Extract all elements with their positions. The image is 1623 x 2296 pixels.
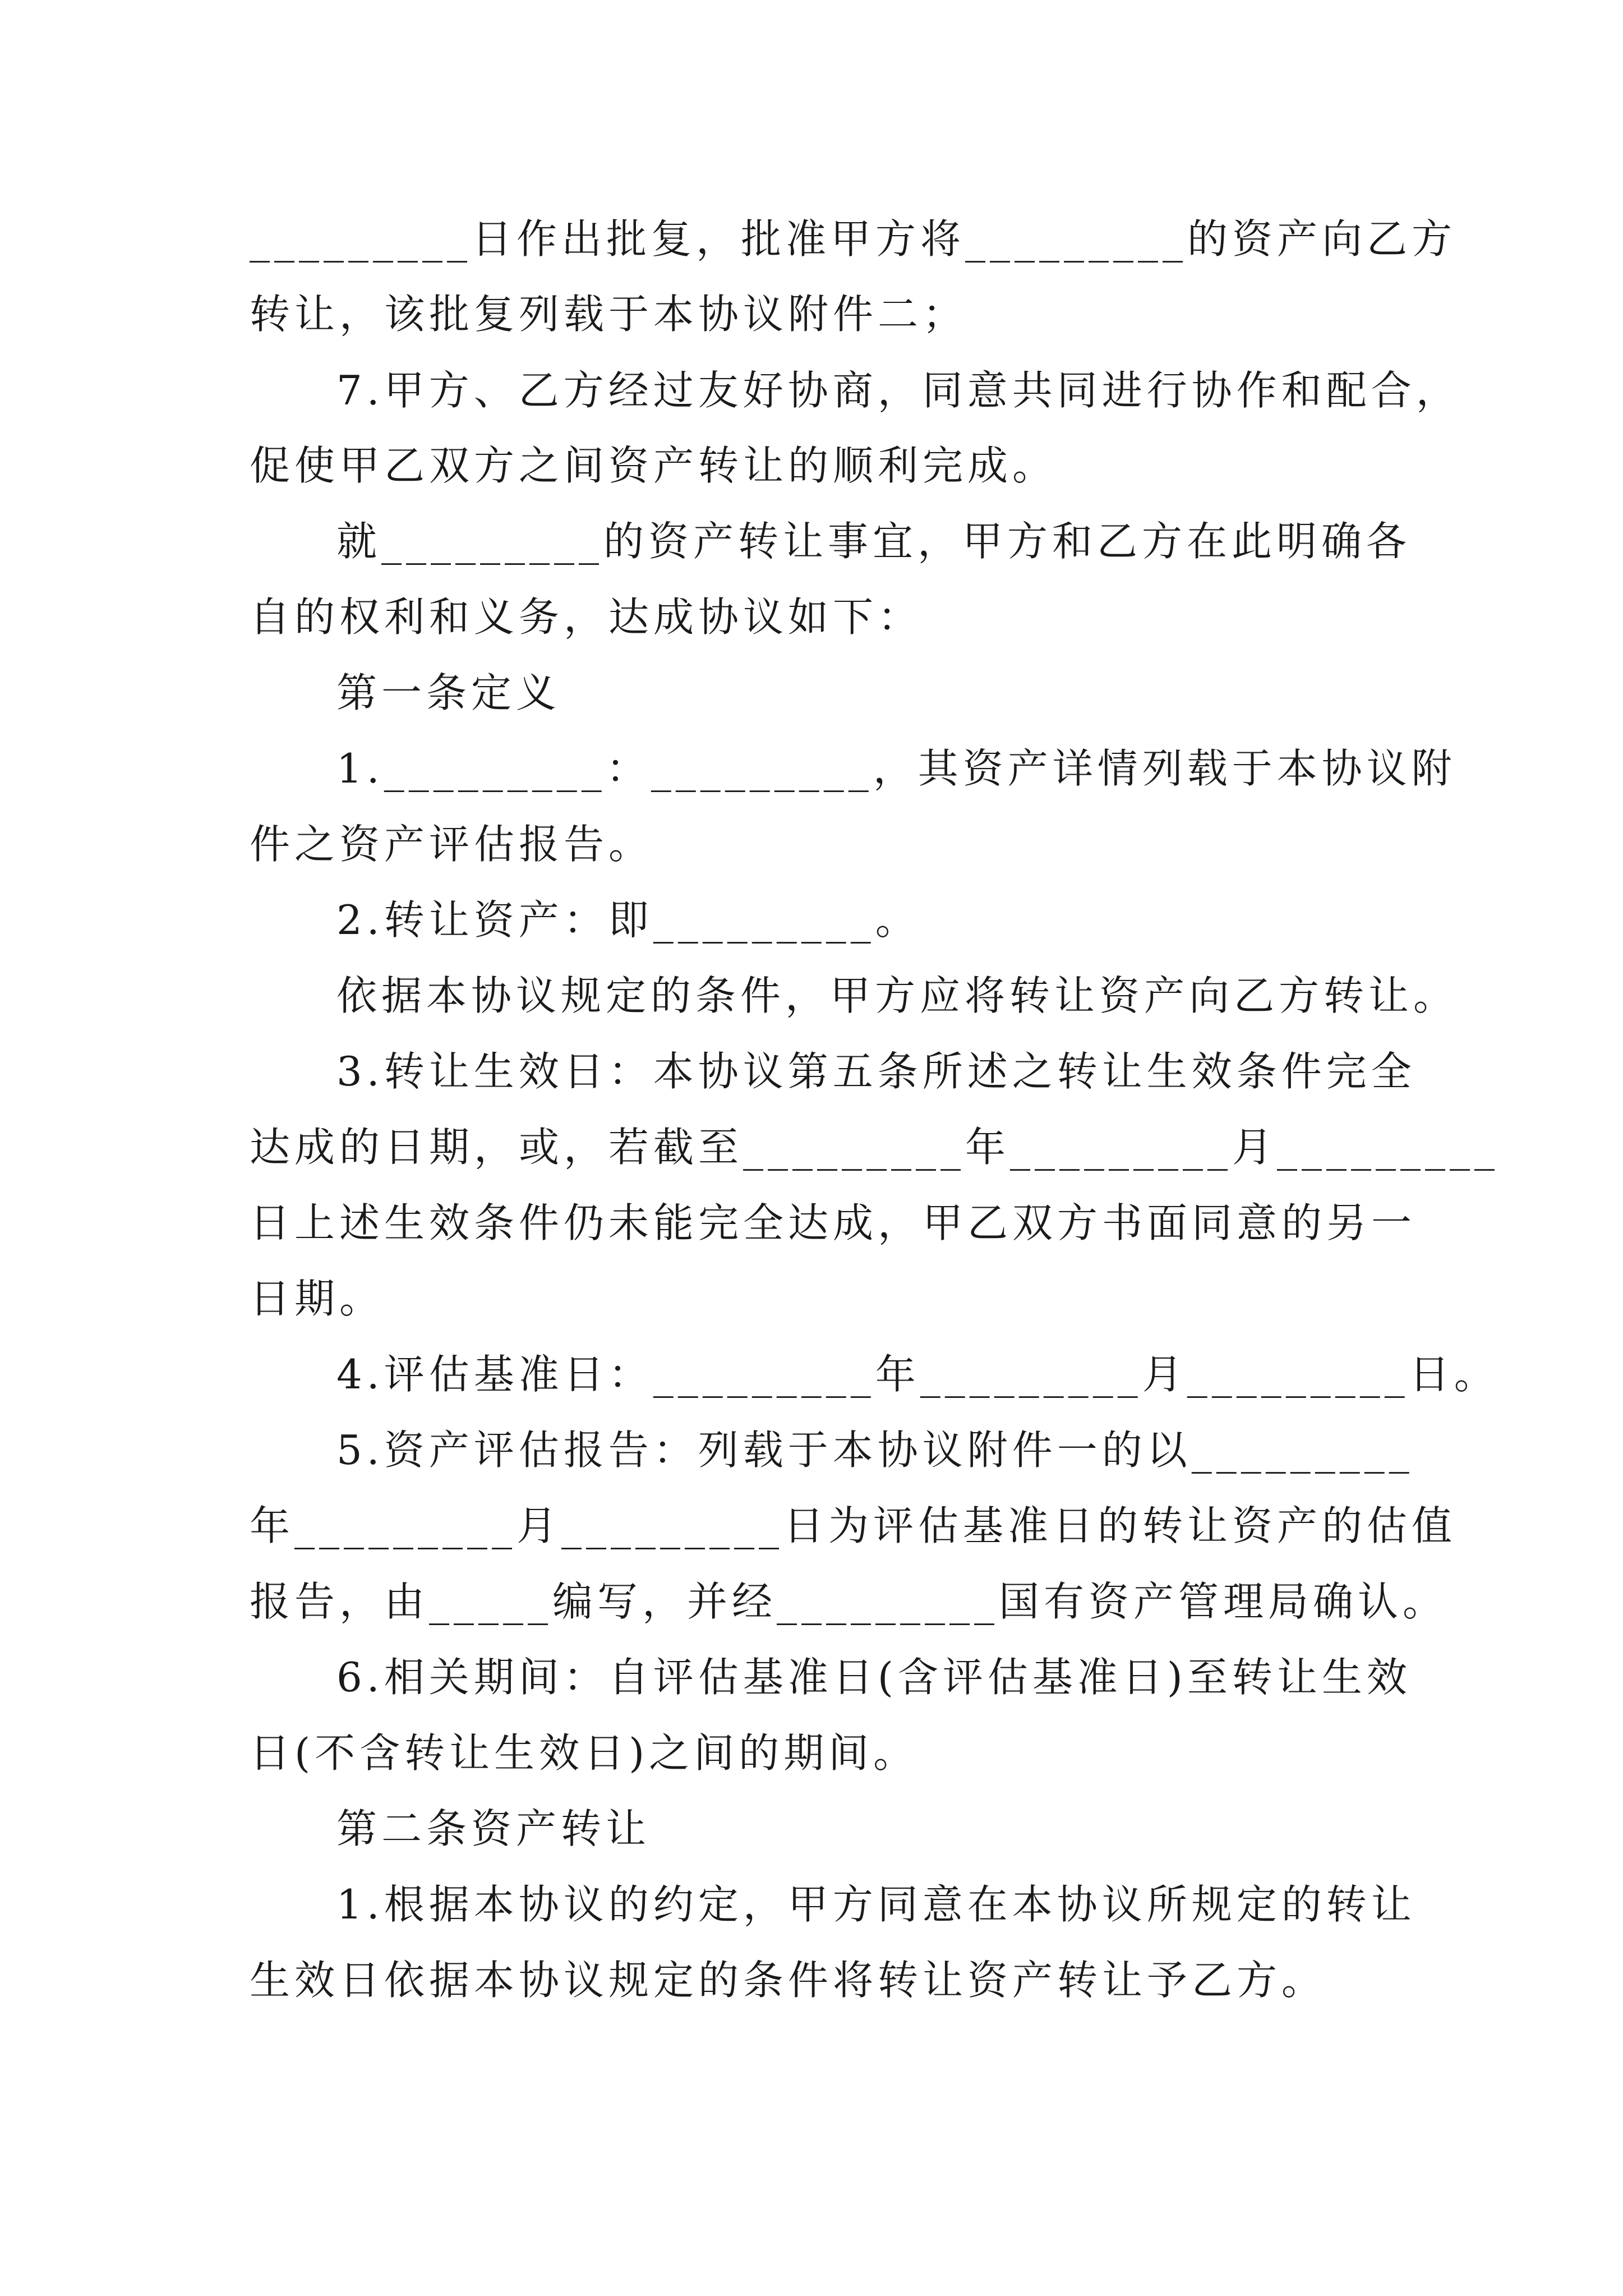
text-line: 6.相关期间：自评估基准日(含评估基准日)至转让生效 [336, 1654, 1412, 1701]
text-line: 依据本协议规定的条件，甲方应将转让资产向乙方转让。 [336, 972, 1459, 1019]
text-line: 7.甲方、乙方经过友好协商，同意共同进行协作和配合， [336, 367, 1461, 414]
text-line: 3.转让生效日：本协议第五条所述之转让生效条件完全 [336, 1048, 1416, 1095]
section-heading: 第一条定义 [336, 669, 561, 716]
text-line: 1._________：_________，其资产详情列载于本协议附 [336, 745, 1456, 792]
text-line: 5.资产评估报告：列载于本协议附件一的以_________ [336, 1427, 1414, 1474]
section-heading: 第二条资产转让 [336, 1805, 651, 1852]
text-line: 报告，由_____编写，并经_________国有资产管理局确认。 [250, 1578, 1448, 1625]
text-line: 4.评估基准日：_________年_________月_________日。 [336, 1351, 1499, 1398]
text-line: 自的权利和义务，达成协议如下： [250, 593, 923, 641]
text-line: 2.转让资产：即_________。 [336, 896, 920, 944]
text-line: 日上述生效条件仍未能完全达成，甲乙双方书面同意的另一 [250, 1199, 1417, 1246]
text-line: 转让，该批复列载于本协议附件二； [250, 291, 968, 338]
text-line: 达成的日期，或，若截至_________年_________月_________ [250, 1124, 1500, 1171]
text-line: 生效日依据本协议规定的条件将转让资产转让予乙方。 [250, 1957, 1327, 2004]
text-line: 就_________的资产转让事宜，甲方和乙方在此明确各 [336, 518, 1412, 565]
text-line: 日期。 [250, 1275, 385, 1322]
text-line: 年_________月_________日为评估基准日的转让资产的估值 [250, 1502, 1457, 1549]
text-line: 促使甲乙双方之间资产转让的顺利完成。 [250, 442, 1058, 489]
text-line: 1.根据本协议的约定，甲方同意在本协议所规定的转让 [336, 1881, 1416, 1928]
text-line: 日(不含转让生效日)之间的期间。 [250, 1729, 919, 1777]
text-line: 件之资产评估报告。 [250, 821, 654, 868]
text-line: _________日作出批复，批准甲方将_________的资产向乙方 [250, 215, 1457, 263]
